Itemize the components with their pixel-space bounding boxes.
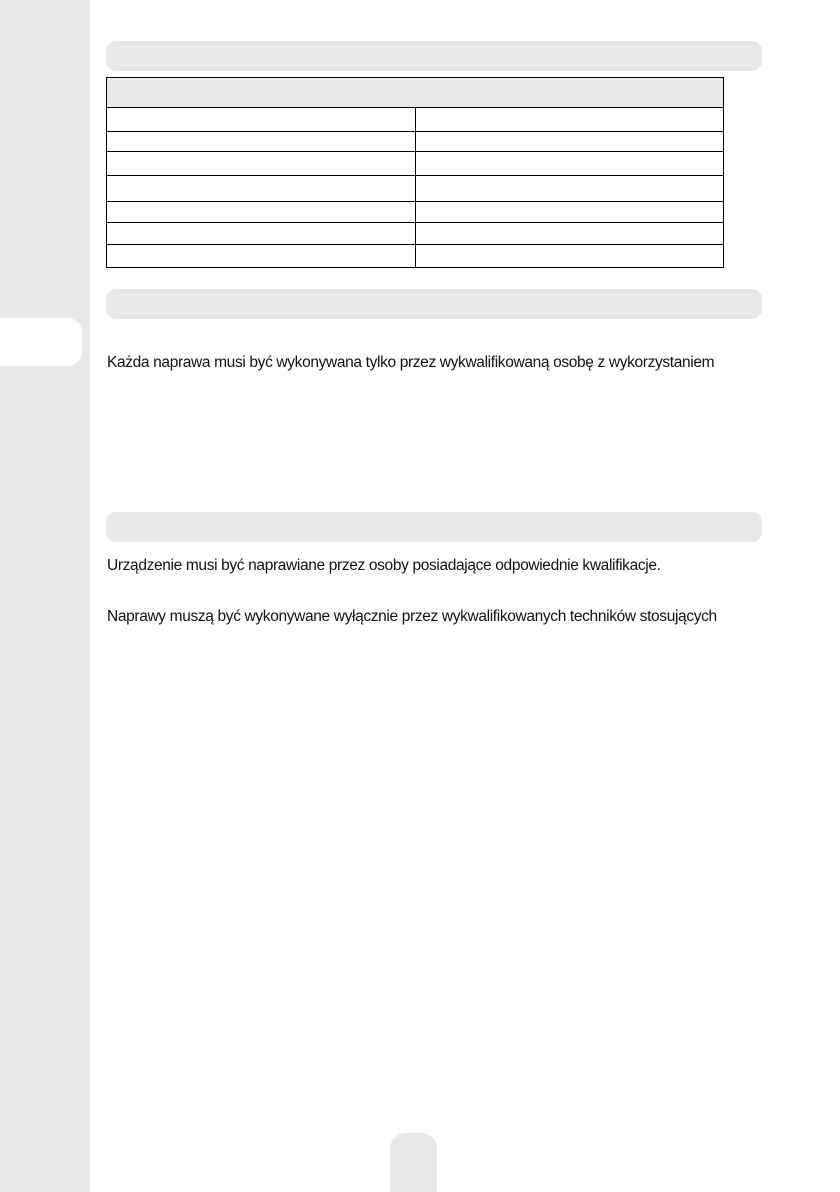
table-cell [107,245,416,268]
table-cell [415,245,724,268]
section-header-bar-1 [106,41,762,71]
table-cell [107,132,416,152]
table-cell [107,176,416,202]
table-cell [415,108,724,132]
spec-table [106,77,724,268]
table-row [107,176,724,202]
table-cell [107,152,416,176]
table-row [107,245,724,268]
section-header-bar-3 [106,512,762,542]
repair-qualified-person-text: Każda naprawa musi być wykonywana tylko przez wykwalifikowaną osobę z wykorzystaniem [107,354,715,371]
spec-table-header [107,78,724,108]
side-chapter-tab [0,318,82,366]
table-row [107,202,724,223]
table-cell [415,202,724,223]
left-margin-strip [0,0,90,1192]
table-cell [107,202,416,223]
table-row [107,132,724,152]
table-row [107,223,724,245]
table-cell [107,108,416,132]
table-row [107,152,724,176]
device-repair-qualifications-text: Urządzenie musi być naprawiane przez osoby posiadające odpowiednie kwalifikacje. [107,557,661,574]
table-cell [415,132,724,152]
repairs-by-technicians-text: Naprawy muszą być wykonywane wyłącznie przez wykwalifikowanych techników stosujących [107,608,717,625]
table-cell [107,223,416,245]
section-header-bar-2 [106,289,762,319]
table-row [107,108,724,132]
table-cell [415,223,724,245]
table-cell [415,176,724,202]
page-number-tab [390,1133,437,1192]
table-cell [415,152,724,176]
